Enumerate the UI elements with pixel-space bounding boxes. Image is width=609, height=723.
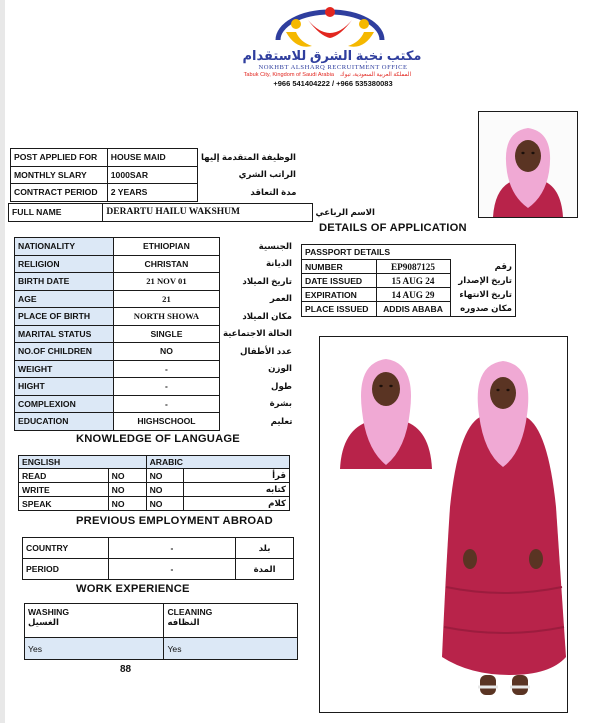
portrait-photo [478, 111, 578, 218]
address-arabic: المملكة العربية السعودية، تبوك [340, 72, 412, 78]
language-table [18, 455, 290, 511]
salary-label: MONTHLY SLARY [11, 166, 108, 184]
nationality-arabic: الجنسية [258, 240, 292, 251]
children-arabic: عدد الأطفال [240, 345, 292, 356]
weight-arabic: الوزن [268, 363, 292, 374]
previous-employment-heading: PREVIOUS EMPLOYMENT ABROAD [76, 515, 273, 527]
table-row [11, 149, 300, 167]
country-label: COUNTRY [23, 538, 109, 559]
height-label: HIGHT [15, 378, 114, 396]
table-row [15, 290, 296, 308]
speak-arabic: NO [146, 497, 184, 511]
weight-value: - [113, 360, 219, 378]
speak-arabic-label: كلام [184, 497, 290, 511]
country-value: - [108, 538, 235, 559]
place-issued-label: PLACE ISSUED [302, 302, 376, 316]
full-name-label: FULL NAME [9, 204, 103, 222]
passport-table [302, 259, 515, 316]
education-value: HIGHSCHOOL [113, 413, 219, 431]
date-issued-label: DATE ISSUED [302, 274, 376, 288]
religion-label: RELIGION [15, 255, 114, 273]
children-label: NO.OF CHILDREN [15, 343, 114, 361]
complexion-label: COMPLEXION [15, 395, 114, 413]
post-label: POST APPLIED FOR [11, 149, 108, 167]
english-column-header: ENGLISH [19, 456, 147, 469]
write-english: NO [108, 483, 146, 497]
place-of-birth-value: NORTH SHOWA [113, 308, 219, 326]
table-row [302, 274, 515, 288]
washing-value: Yes [25, 638, 164, 660]
cleaning-value: Yes [164, 638, 298, 660]
education-label: EDUCATION [15, 413, 114, 431]
birth-date-value: 21 NOV 01 [113, 273, 219, 291]
speak-label: SPEAK [19, 497, 109, 511]
expiration-arabic: تاريخ الانتهاء [459, 289, 512, 299]
table-row [15, 378, 296, 396]
table-row [9, 204, 379, 222]
table-row [15, 238, 296, 256]
washing-header [25, 604, 164, 638]
religion-arabic: الديانة [265, 258, 292, 269]
cleaning-label: CLEANING [167, 607, 213, 617]
contract-value: 2 YEARS [107, 184, 197, 202]
body-photo [319, 336, 568, 713]
post-label-arabic: الوظيفة المتقدمة إليها [200, 151, 296, 162]
read-english: NO [108, 469, 146, 483]
salary-value: 1000SAR [107, 166, 197, 184]
arabic-column-header: ARABIC [146, 456, 289, 469]
table-row [19, 483, 290, 497]
read-arabic: NO [146, 469, 184, 483]
table-row [15, 325, 296, 343]
washing-label-arabic: الغسيل [28, 617, 59, 627]
washing-label: WASHING [28, 607, 70, 617]
work-experience-table [24, 603, 298, 660]
table-row [11, 166, 300, 184]
height-arabic: طول [271, 380, 292, 391]
table-row [19, 469, 290, 483]
nationality-value: ETHIOPIAN [113, 238, 219, 256]
marital-status-arabic: الحالة الاجتماعية [222, 328, 292, 339]
speak-english: NO [108, 497, 146, 511]
expiration-label: EXPIRATION [302, 288, 376, 302]
post-value: HOUSE MAID [107, 149, 197, 167]
passport-number-label: NUMBER [302, 260, 376, 274]
table-row [15, 343, 296, 361]
table-row [15, 395, 296, 413]
height-value: - [113, 378, 219, 396]
table-row [15, 255, 296, 273]
reference-number: 88 [120, 664, 132, 675]
contract-label: CONTRACT PERIOD [11, 184, 108, 202]
religion-value: CHRISTAN [113, 255, 219, 273]
period-arabic: المدة [236, 559, 294, 580]
date-issued-arabic: تاريخ الإصدار [458, 275, 512, 285]
details-heading: DETAILS OF APPLICATION [319, 222, 467, 234]
place-of-birth-label: PLACE OF BIRTH [15, 308, 114, 326]
table-row [15, 273, 296, 291]
passport-number-arabic: رقم [494, 261, 512, 271]
table-row [15, 413, 296, 431]
table-row [302, 288, 515, 302]
table-row [302, 302, 515, 316]
portrait-figure [479, 112, 577, 217]
write-arabic: NO [146, 483, 184, 497]
cleaning-header [164, 604, 298, 638]
cleaning-label-arabic: النظافه [167, 617, 200, 627]
table-row [19, 456, 290, 469]
work-experience-heading: WORK EXPERIENCE [76, 583, 190, 595]
passport-number-value: EP9087125 [376, 260, 450, 274]
table-row [25, 638, 298, 660]
address-english: Tabuk City, Kingdom of Saudi Arabia [243, 72, 334, 78]
children-value: NO [113, 343, 219, 361]
table-row [15, 308, 296, 326]
full-name-table [8, 203, 378, 222]
place-issued-arabic: مكان صدوره [460, 303, 512, 313]
company-name-arabic: مكتب نخبة الشرق للاستقدام [242, 48, 422, 63]
place-of-birth-arabic: مكان الميلاد [242, 310, 292, 321]
post-table [10, 148, 300, 202]
education-arabic: تعليم [270, 415, 293, 426]
contract-label-arabic: مدة التعاقد [250, 186, 297, 197]
full-name-label-arabic: الاسم الرباعي [315, 206, 375, 217]
table-row [302, 260, 515, 274]
age-arabic: العمر [269, 293, 292, 304]
expiration-value: 14 AUG 29 [376, 288, 450, 302]
table-row [23, 538, 294, 559]
marital-status-value: SINGLE [113, 325, 219, 343]
body-photo-figures [320, 337, 567, 712]
complexion-arabic: بشرة [269, 398, 292, 409]
language-heading: KNOWLEDGE OF LANGUAGE [76, 433, 240, 445]
table-row [25, 604, 298, 638]
table-row [11, 184, 300, 202]
personal-details-table [14, 237, 296, 431]
table-row [19, 497, 290, 511]
passport-title: PASSPORT DETAILS [305, 247, 391, 257]
page-left-edge [0, 0, 5, 723]
place-issued-value: ADDIS ABABA [376, 302, 450, 316]
table-row [15, 360, 296, 378]
marital-status-label: MARITAL STATUS [15, 325, 114, 343]
passport-details-box [301, 244, 516, 317]
phone-numbers: +966 541404222 / +966 535380083 [273, 79, 393, 88]
full-name-value: DERARTU HAILU WAKSHUM [103, 204, 312, 222]
table-row [23, 559, 294, 580]
company-name-english: NOKHBT ALSHARQ RECRUITMENT OFFICE [258, 64, 408, 71]
country-arabic: بلد [236, 538, 294, 559]
company-logo-graphic [200, 6, 460, 54]
period-label: PERIOD [23, 559, 109, 580]
age-label: AGE [15, 290, 114, 308]
birth-date-label: BIRTH DATE [15, 273, 114, 291]
previous-employment-table [22, 537, 294, 580]
salary-label-arabic: الراتب الشري [238, 169, 296, 180]
age-value: 21 [113, 290, 219, 308]
weight-label: WEIGHT [15, 360, 114, 378]
read-label: READ [19, 469, 109, 483]
letterhead [200, 6, 460, 92]
nationality-label: NATIONALITY [15, 238, 114, 256]
write-label: WRITE [19, 483, 109, 497]
read-arabic-label: قرأ [184, 469, 290, 483]
date-issued-value: 15 AUG 24 [376, 274, 450, 288]
birth-date-arabic: تاريخ الميلاد [242, 275, 292, 286]
period-value: - [108, 559, 235, 580]
complexion-value: - [113, 395, 219, 413]
write-arabic-label: كتابه [184, 483, 290, 497]
